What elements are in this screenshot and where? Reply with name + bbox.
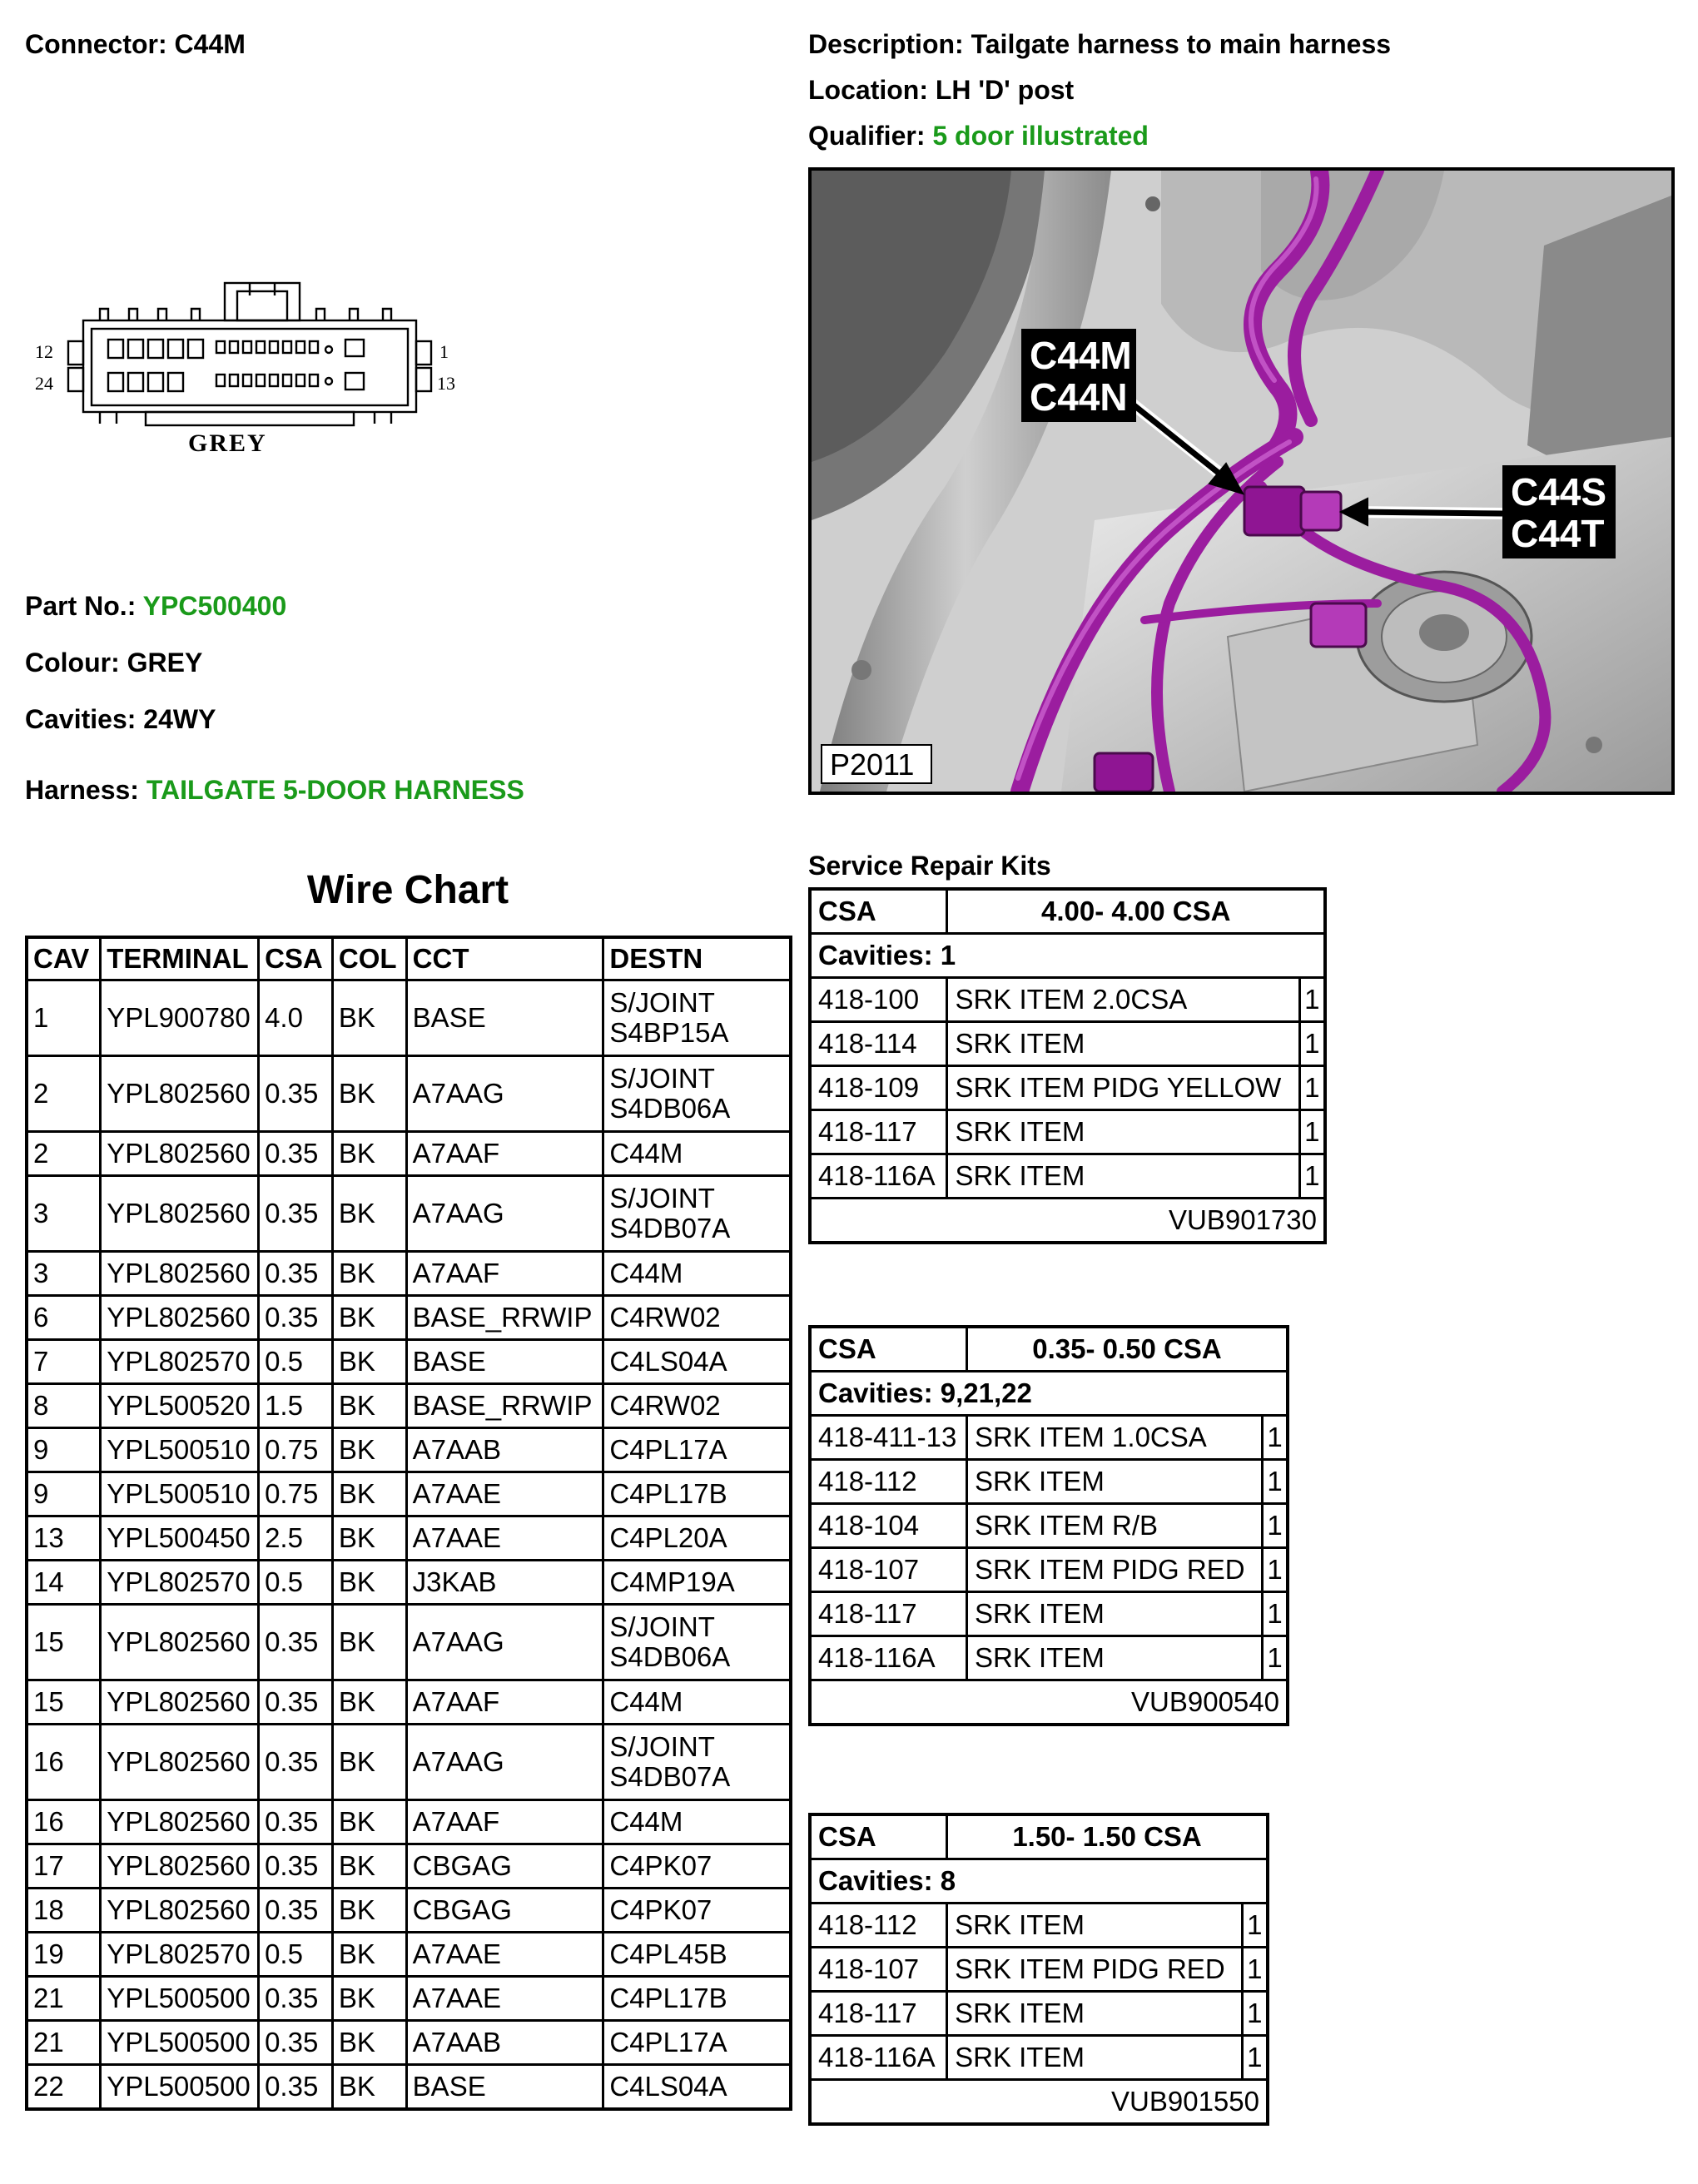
connector-colour-caption: GREY xyxy=(188,429,267,457)
cell-cct: A7AAF xyxy=(406,1680,603,1725)
kit-item-description: SRK ITEM PIDG RED xyxy=(967,1548,1263,1592)
wire-chart-title: Wire Chart xyxy=(306,868,509,912)
kit-cavities-row xyxy=(810,934,1325,978)
cell-cct: A7AAE xyxy=(406,1977,603,2021)
cell-terminal: YPL802560 xyxy=(101,1889,259,1933)
table-row xyxy=(27,1800,791,1844)
kit-item-description: SRK ITEM xyxy=(967,1592,1263,1636)
cell-cav: 17 xyxy=(27,1844,101,1889)
kit-csa-label: CSA xyxy=(810,1814,947,1859)
cell-destn: C4MP19A xyxy=(603,1561,791,1605)
part-no-label: Part No.: xyxy=(25,591,137,621)
repair-kit-table xyxy=(808,1325,1289,1726)
kit-item-qty: 1 xyxy=(1263,1416,1288,1460)
cell-cct: A7AAE xyxy=(406,1472,603,1516)
kit-item-part: 418-114 xyxy=(810,1022,947,1066)
cell-col: BK xyxy=(332,1132,406,1176)
cell-terminal: YPL802560 xyxy=(101,1132,259,1176)
connector-heading xyxy=(25,27,246,61)
col-cav: CAV xyxy=(27,937,101,980)
kit-item-row xyxy=(810,1460,1288,1504)
kit-item-part: 418-109 xyxy=(810,1066,947,1110)
cell-cav: 15 xyxy=(27,1680,101,1725)
kit-item-part: 418-100 xyxy=(810,978,947,1022)
cell-cav: 3 xyxy=(27,1252,101,1296)
cell-terminal: YPL500450 xyxy=(101,1516,259,1561)
cavities-value: 24WY xyxy=(143,704,216,734)
table-row xyxy=(27,1977,791,2021)
kit-item-description: SRK ITEM 2.0CSA xyxy=(947,978,1299,1022)
table-row xyxy=(27,1384,791,1428)
description-value: Tailgate harness to main harness xyxy=(971,29,1392,59)
description-line xyxy=(808,27,1391,61)
cell-csa: 0.35 xyxy=(259,1889,333,1933)
kit-item-qty: 1 xyxy=(1299,1110,1325,1154)
cell-cct: A7AAE xyxy=(406,1516,603,1561)
cell-cct: BASE xyxy=(406,2065,603,2110)
kit-item-part: 418-112 xyxy=(810,1460,967,1504)
kit-item-row xyxy=(810,1592,1288,1636)
cell-cav: 18 xyxy=(27,1889,101,1933)
cell-cav: 16 xyxy=(27,1725,101,1800)
cell-csa: 0.75 xyxy=(259,1428,333,1472)
table-row xyxy=(27,1176,791,1252)
cell-csa: 0.35 xyxy=(259,1800,333,1844)
cell-cav: 8 xyxy=(27,1384,101,1428)
cell-destn: C4PL45B xyxy=(603,1933,791,1977)
cell-terminal: YPL900780 xyxy=(101,980,259,1056)
cell-terminal: YPL500500 xyxy=(101,2021,259,2065)
kit-item-description: SRK ITEM PIDG RED xyxy=(947,1948,1243,1992)
kit-item-description: SRK ITEM PIDG YELLOW xyxy=(947,1066,1299,1110)
cell-csa: 0.5 xyxy=(259,1340,333,1384)
cell-terminal: YPL802560 xyxy=(101,1252,259,1296)
kit-item-part: 418-107 xyxy=(810,1548,967,1592)
location-line xyxy=(808,73,1074,107)
table-row xyxy=(27,1428,791,1472)
cell-cct: A7AAF xyxy=(406,1252,603,1296)
connector-value: C44M xyxy=(174,29,246,59)
cell-cct: BASE xyxy=(406,980,603,1056)
cell-terminal: YPL802560 xyxy=(101,1800,259,1844)
cell-destn: C44M xyxy=(603,1680,791,1725)
kit-item-part: 418-117 xyxy=(810,1110,947,1154)
table-row xyxy=(27,1844,791,1889)
cell-col: BK xyxy=(332,2065,406,2110)
cell-terminal: YPL802560 xyxy=(101,1296,259,1340)
table-row xyxy=(27,1725,791,1800)
pin-label-13: 13 xyxy=(437,373,455,394)
col-col: COL xyxy=(332,937,406,980)
vehicle-interior-illustration xyxy=(812,171,1671,792)
kit-item-part: 418-117 xyxy=(810,1592,967,1636)
cell-csa: 0.35 xyxy=(259,1056,333,1132)
cell-cct: A7AAE xyxy=(406,1933,603,1977)
cell-col: BK xyxy=(332,1933,406,1977)
qualifier-value: 5 door illustrated xyxy=(932,121,1149,151)
table-row xyxy=(27,1340,791,1384)
cell-cct: BASE_RRWIP xyxy=(406,1384,603,1428)
colour-value: GREY xyxy=(127,648,203,678)
cell-destn: C4PL20A xyxy=(603,1516,791,1561)
kit-csa-label: CSA xyxy=(810,1327,967,1372)
kit-code-row xyxy=(810,1680,1288,1725)
cell-destn: C44M xyxy=(603,1132,791,1176)
kit-item-description: SRK ITEM R/B xyxy=(967,1504,1263,1548)
colour-line xyxy=(25,646,202,679)
kit-item-part: 418-116A xyxy=(810,2036,947,2080)
cell-col: BK xyxy=(332,1428,406,1472)
cell-cav: 22 xyxy=(27,2065,101,2110)
service-repair-kits-title: Service Repair Kits xyxy=(808,851,1051,881)
cell-destn: C4PL17B xyxy=(603,1977,791,2021)
table-row xyxy=(27,1889,791,1933)
callout-c44n: C44N xyxy=(1030,375,1128,419)
cell-cct: A7AAG xyxy=(406,1176,603,1252)
cell-destn: C4LS04A xyxy=(603,1340,791,1384)
kit-item-description: SRK ITEM xyxy=(967,1460,1263,1504)
kit-item-row xyxy=(810,1992,1268,2036)
table-row xyxy=(27,980,791,1056)
kit-item-part: 418-116A xyxy=(810,1636,967,1680)
description-label: Description: xyxy=(808,29,964,59)
cell-csa: 0.35 xyxy=(259,1132,333,1176)
cell-csa: 4.0 xyxy=(259,980,333,1056)
cell-cav: 2 xyxy=(27,1132,101,1176)
cell-col: BK xyxy=(332,1472,406,1516)
cell-destn: C4PL17A xyxy=(603,2021,791,2065)
cell-cav: 3 xyxy=(27,1176,101,1252)
cell-csa: 0.35 xyxy=(259,1680,333,1725)
cell-terminal: YPL802570 xyxy=(101,1340,259,1384)
cell-cav: 6 xyxy=(27,1296,101,1340)
cell-destn: C44M xyxy=(603,1252,791,1296)
cavities-label: Cavities: xyxy=(25,704,137,734)
kit-csa-row xyxy=(810,889,1325,934)
kit-item-row xyxy=(810,1110,1325,1154)
cell-cct: A7AAG xyxy=(406,1725,603,1800)
repair-kit-table xyxy=(808,1813,1269,2126)
kit-item-row xyxy=(810,2036,1268,2080)
kit-item-qty: 1 xyxy=(1242,1948,1268,1992)
harness-line xyxy=(25,773,524,807)
cell-cct: A7AAF xyxy=(406,1800,603,1844)
cell-col: BK xyxy=(332,1889,406,1933)
cell-cav: 21 xyxy=(27,2021,101,2065)
cell-csa: 1.5 xyxy=(259,1384,333,1428)
cell-cav: 1 xyxy=(27,980,101,1056)
cell-destn: C4PK07 xyxy=(603,1889,791,1933)
table-row xyxy=(27,1561,791,1605)
kit-item-description: SRK ITEM xyxy=(947,1022,1299,1066)
kit-item-qty: 1 xyxy=(1263,1504,1288,1548)
cell-csa: 0.35 xyxy=(259,2065,333,2110)
cell-cct: CBGAG xyxy=(406,1889,603,1933)
cell-csa: 0.35 xyxy=(259,1176,333,1252)
kit-item-qty: 1 xyxy=(1263,1636,1288,1680)
cell-cct: A7AAF xyxy=(406,1132,603,1176)
kit-item-part: 418-107 xyxy=(810,1948,947,1992)
cell-terminal: YPL500510 xyxy=(101,1428,259,1472)
kit-item-qty: 1 xyxy=(1242,2036,1268,2080)
cell-col: BK xyxy=(332,1561,406,1605)
table-row xyxy=(27,1132,791,1176)
location-label: Location: xyxy=(808,75,928,105)
cell-col: BK xyxy=(332,1252,406,1296)
table-row xyxy=(27,1472,791,1516)
qualifier-line xyxy=(808,119,1149,152)
pin-label-1: 1 xyxy=(439,341,449,362)
cell-terminal: YPL802570 xyxy=(101,1933,259,1977)
col-csa: CSA xyxy=(259,937,333,980)
cell-csa: 2.5 xyxy=(259,1516,333,1561)
wire-chart-body xyxy=(27,980,791,2110)
kit-item-row xyxy=(810,1636,1288,1680)
kit-item-row xyxy=(810,1154,1325,1199)
kit-csa-row xyxy=(810,1814,1268,1859)
cell-destn: S/JOINT S4DB07A xyxy=(603,1725,791,1800)
kit-item-description: SRK ITEM xyxy=(947,2036,1243,2080)
kit-item-qty: 1 xyxy=(1263,1460,1288,1504)
cell-destn: C4PL17B xyxy=(603,1472,791,1516)
kit-item-qty: 1 xyxy=(1299,1066,1325,1110)
cell-terminal: YPL802560 xyxy=(101,1844,259,1889)
kit-item-description: SRK ITEM xyxy=(947,1992,1243,2036)
cell-cct: A7AAB xyxy=(406,2021,603,2065)
kit-item-row xyxy=(810,1066,1325,1110)
cell-destn: C4LS04A xyxy=(603,2065,791,2110)
col-cct: CCT xyxy=(406,937,603,980)
kit-csa-range: 1.50- 1.50 CSA xyxy=(947,1814,1268,1859)
table-row xyxy=(27,1680,791,1725)
cell-terminal: YPL802560 xyxy=(101,1725,259,1800)
kit-item-qty: 1 xyxy=(1299,1022,1325,1066)
cell-cav: 9 xyxy=(27,1472,101,1516)
cell-col: BK xyxy=(332,2021,406,2065)
col-terminal: TERMINAL xyxy=(101,937,259,980)
kit-item-row xyxy=(810,978,1325,1022)
cell-cav: 21 xyxy=(27,1977,101,2021)
kit-cavities: Cavities: 8 xyxy=(810,1859,1268,1904)
connector-label: Connector: xyxy=(25,29,167,59)
cell-cct: A7AAG xyxy=(406,1605,603,1680)
kit-item-qty: 1 xyxy=(1299,1154,1325,1199)
cell-destn: S/JOINT S4DB06A xyxy=(603,1056,791,1132)
kit-item-qty: 1 xyxy=(1242,1904,1268,1948)
cell-terminal: YPL802560 xyxy=(101,1056,259,1132)
kit-item-row xyxy=(810,1948,1268,1992)
cell-cav: 9 xyxy=(27,1428,101,1472)
cell-col: BK xyxy=(332,1605,406,1680)
wire-chart-table xyxy=(25,936,792,2111)
cell-cct: A7AAB xyxy=(406,1428,603,1472)
table-row xyxy=(27,1516,791,1561)
kit-code: VUB901550 xyxy=(810,2080,1268,2125)
kit-code: VUB901730 xyxy=(810,1199,1325,1243)
part-no-line xyxy=(25,589,286,623)
table-row xyxy=(27,1056,791,1132)
cell-cav: 7 xyxy=(27,1340,101,1384)
location-value: LH 'D' post xyxy=(935,75,1075,105)
callout-c44s: C44S xyxy=(1511,470,1607,514)
kit-code: VUB900540 xyxy=(810,1680,1288,1725)
connector-face-diagram xyxy=(25,275,458,466)
cell-destn: C4PK07 xyxy=(603,1844,791,1889)
cell-destn: S/JOINT S4DB07A xyxy=(603,1176,791,1252)
cell-terminal: YPL500520 xyxy=(101,1384,259,1428)
kit-item-row xyxy=(810,1504,1288,1548)
kit-csa-row xyxy=(810,1327,1288,1372)
kit-cavities-row xyxy=(810,1859,1268,1904)
kit-item-qty: 1 xyxy=(1263,1548,1288,1592)
wire-chart-header-row xyxy=(27,937,791,980)
pin-label-24: 24 xyxy=(35,373,53,394)
kit-item-part: 418-116A xyxy=(810,1154,947,1199)
kit-item-row xyxy=(810,1416,1288,1460)
cell-col: BK xyxy=(332,1844,406,1889)
kit-item-row xyxy=(810,1904,1268,1948)
cell-terminal: YPL500500 xyxy=(101,1977,259,2021)
cell-cav: 13 xyxy=(27,1516,101,1561)
repair-kit-table xyxy=(808,887,1327,1244)
cell-col: BK xyxy=(332,1176,406,1252)
cell-csa: 0.75 xyxy=(259,1472,333,1516)
cell-col: BK xyxy=(332,980,406,1056)
cell-col: BK xyxy=(332,1384,406,1428)
cell-terminal: YPL802560 xyxy=(101,1605,259,1680)
kit-item-qty: 1 xyxy=(1299,978,1325,1022)
cell-csa: 0.5 xyxy=(259,1561,333,1605)
kit-item-part: 418-112 xyxy=(810,1904,947,1948)
table-row xyxy=(27,1933,791,1977)
cell-col: BK xyxy=(332,1977,406,2021)
cell-csa: 0.35 xyxy=(259,1296,333,1340)
kit-item-row xyxy=(810,1022,1325,1066)
cell-destn: C4RW02 xyxy=(603,1384,791,1428)
cavities-line xyxy=(25,702,216,736)
cell-terminal: YPL802560 xyxy=(101,1680,259,1725)
kit-csa-range: 0.35- 0.50 CSA xyxy=(967,1327,1288,1372)
kit-item-qty: 1 xyxy=(1263,1592,1288,1636)
callout-c44m: C44M xyxy=(1030,334,1132,377)
kit-item-description: SRK ITEM xyxy=(947,1904,1243,1948)
kit-csa-range: 4.00- 4.00 CSA xyxy=(947,889,1325,934)
part-no-value: YPC500400 xyxy=(142,591,287,621)
cell-destn: S/JOINT S4DB06A xyxy=(603,1605,791,1680)
kit-item-description: SRK ITEM 1.0CSA xyxy=(967,1416,1263,1460)
pin-label-12: 12 xyxy=(35,341,53,362)
cell-destn: C4PL17A xyxy=(603,1428,791,1472)
table-row xyxy=(27,1252,791,1296)
cell-terminal: YPL802570 xyxy=(101,1561,259,1605)
cell-cav: 16 xyxy=(27,1800,101,1844)
cell-csa: 0.35 xyxy=(259,1605,333,1680)
kit-item-qty: 1 xyxy=(1242,1992,1268,2036)
col-destn: DESTN xyxy=(603,937,791,980)
kit-item-row xyxy=(810,1548,1288,1592)
kit-cavities: Cavities: 9,21,22 xyxy=(810,1372,1288,1416)
table-row xyxy=(27,2021,791,2065)
kit-item-description: SRK ITEM xyxy=(967,1636,1263,1680)
cell-terminal: YPL802560 xyxy=(101,1176,259,1252)
cell-cct: CBGAG xyxy=(406,1844,603,1889)
kit-csa-label: CSA xyxy=(810,889,947,934)
kit-cavities: Cavities: 1 xyxy=(810,934,1325,978)
table-row xyxy=(27,2065,791,2110)
harness-label: Harness: xyxy=(25,775,139,805)
cell-col: BK xyxy=(332,1056,406,1132)
location-photo xyxy=(808,167,1675,795)
kit-item-part: 418-117 xyxy=(810,1992,947,2036)
cell-csa: 0.5 xyxy=(259,1933,333,1977)
cell-cct: J3KAB xyxy=(406,1561,603,1605)
cell-cav: 14 xyxy=(27,1561,101,1605)
harness-value: TAILGATE 5-DOOR HARNESS xyxy=(146,775,524,805)
cell-destn: C4RW02 xyxy=(603,1296,791,1340)
cell-cav: 2 xyxy=(27,1056,101,1132)
cell-col: BK xyxy=(332,1340,406,1384)
cell-cct: BASE_RRWIP xyxy=(406,1296,603,1340)
cell-cav: 15 xyxy=(27,1605,101,1680)
cell-csa: 0.35 xyxy=(259,1844,333,1889)
cell-csa: 0.35 xyxy=(259,2021,333,2065)
cell-col: BK xyxy=(332,1516,406,1561)
cell-cct: A7AAG xyxy=(406,1056,603,1132)
kit-item-part: 418-104 xyxy=(810,1504,967,1548)
image-code: P2011 xyxy=(830,747,915,782)
cell-col: BK xyxy=(332,1296,406,1340)
cell-csa: 0.35 xyxy=(259,1725,333,1800)
kit-cavities-row xyxy=(810,1372,1288,1416)
qualifier-label: Qualifier: xyxy=(808,121,926,151)
cell-terminal: YPL500500 xyxy=(101,2065,259,2110)
cell-destn: C44M xyxy=(603,1800,791,1844)
cell-terminal: YPL500510 xyxy=(101,1472,259,1516)
colour-label: Colour: xyxy=(25,648,120,678)
cell-csa: 0.35 xyxy=(259,1977,333,2021)
kit-code-row xyxy=(810,2080,1268,2125)
kit-item-part: 418-411-13 xyxy=(810,1416,967,1460)
cell-csa: 0.35 xyxy=(259,1252,333,1296)
kit-item-description: SRK ITEM xyxy=(947,1154,1299,1199)
cell-cav: 19 xyxy=(27,1933,101,1977)
cell-col: BK xyxy=(332,1800,406,1844)
cell-col: BK xyxy=(332,1725,406,1800)
kit-item-description: SRK ITEM xyxy=(947,1110,1299,1154)
table-row xyxy=(27,1296,791,1340)
cell-destn: S/JOINT S4BP15A xyxy=(603,980,791,1056)
cell-cct: BASE xyxy=(406,1340,603,1384)
kit-code-row xyxy=(810,1199,1325,1243)
callout-c44t: C44T xyxy=(1511,512,1605,555)
table-row xyxy=(27,1605,791,1680)
cell-col: BK xyxy=(332,1680,406,1725)
